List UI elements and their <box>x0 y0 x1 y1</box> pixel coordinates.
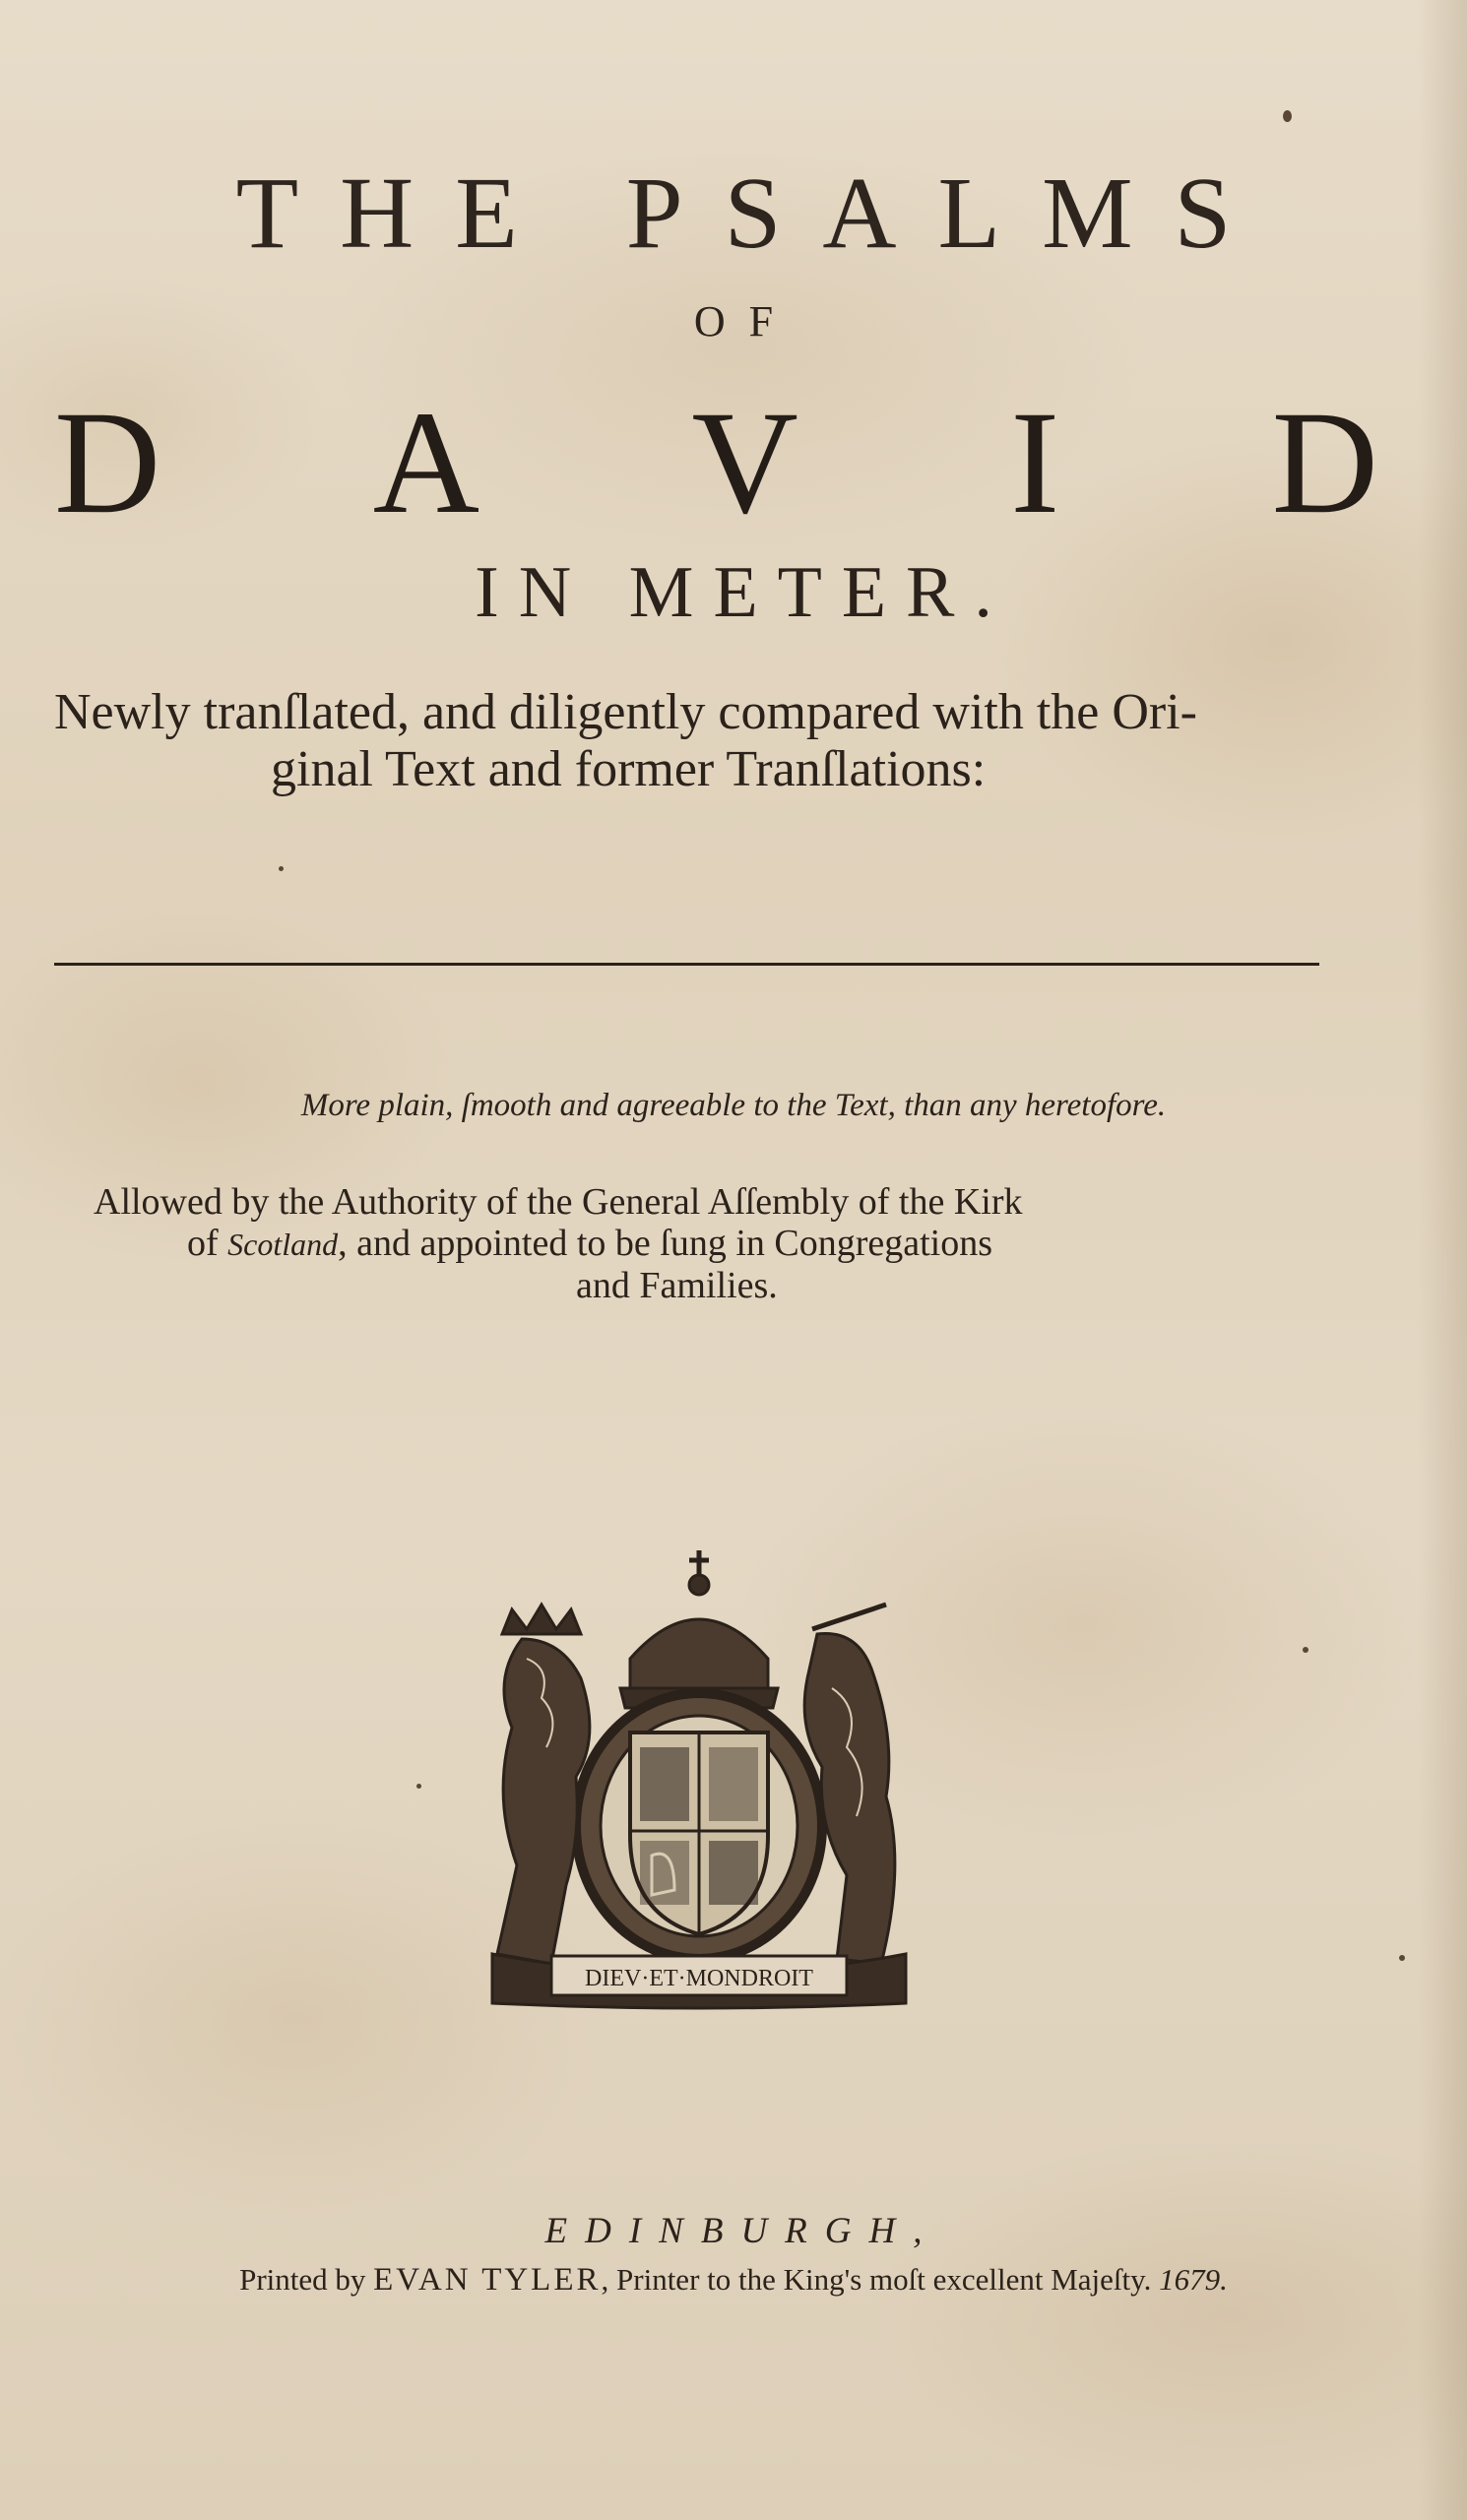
crown-icon <box>630 1619 768 1688</box>
paper-speck <box>1303 1647 1308 1653</box>
title-david-letter: D <box>1271 381 1378 544</box>
paper-speck <box>279 866 284 871</box>
page-edge-shadow <box>1418 0 1467 2520</box>
royal-coat-of-arms-icon <box>482 1541 916 2013</box>
title-of: OF <box>693 297 797 346</box>
authority-of: of <box>187 1223 228 1264</box>
subtitle <box>54 684 1393 798</box>
authority-line-3: and Families. <box>576 1265 778 1306</box>
paper-speck <box>1399 1955 1405 1961</box>
title-david-letter: A <box>372 381 480 544</box>
title-david-letter: D <box>54 381 161 544</box>
italic-motto-line: More plain, ſmooth and agreeable to the Text, than any heretofore. <box>300 1088 1167 1123</box>
imprint-printer-name: EVAN TYLER <box>373 2262 602 2298</box>
imprint-rest: , Printer to the King's moſt excellent Majeſty. <box>601 2262 1160 2297</box>
paper-speck <box>1283 110 1292 122</box>
title-the-psalms: THE PSALMS <box>235 157 1273 270</box>
imprint-year: 1679. <box>1159 2262 1228 2297</box>
imprint-printed-by: Printed by <box>239 2262 374 2297</box>
title-david-letter: V <box>691 381 798 544</box>
paper-speck <box>416 1784 421 1789</box>
arms-ribbon-motto: DIEV·ET·MONDROIT <box>585 1966 813 1991</box>
title-david-letter: I <box>1010 381 1060 544</box>
horizontal-rule <box>54 963 1319 966</box>
title-david <box>54 381 1378 544</box>
subtitle-line-2: ginal Text and former Tranſlations: <box>271 741 987 797</box>
authority-statement <box>94 1181 1373 1306</box>
authority-line-2-rest: , and appointed to be ſung in Congregations <box>338 1223 993 1264</box>
scotland-italic: Scotland <box>227 1227 339 1262</box>
imprint-city: EDINBURGH, <box>544 2211 940 2251</box>
subtitle-line-1: Newly tranſlated, and diligently compared with the Ori- <box>54 684 1197 740</box>
authority-line-1: Allowed by the Authority of the General Aſſembly of the Kirk <box>94 1181 1023 1223</box>
title-in-meeter: IN METER. <box>475 552 1012 633</box>
authority-line-2 <box>94 1223 1373 1265</box>
imprint-line <box>0 2264 1467 2297</box>
